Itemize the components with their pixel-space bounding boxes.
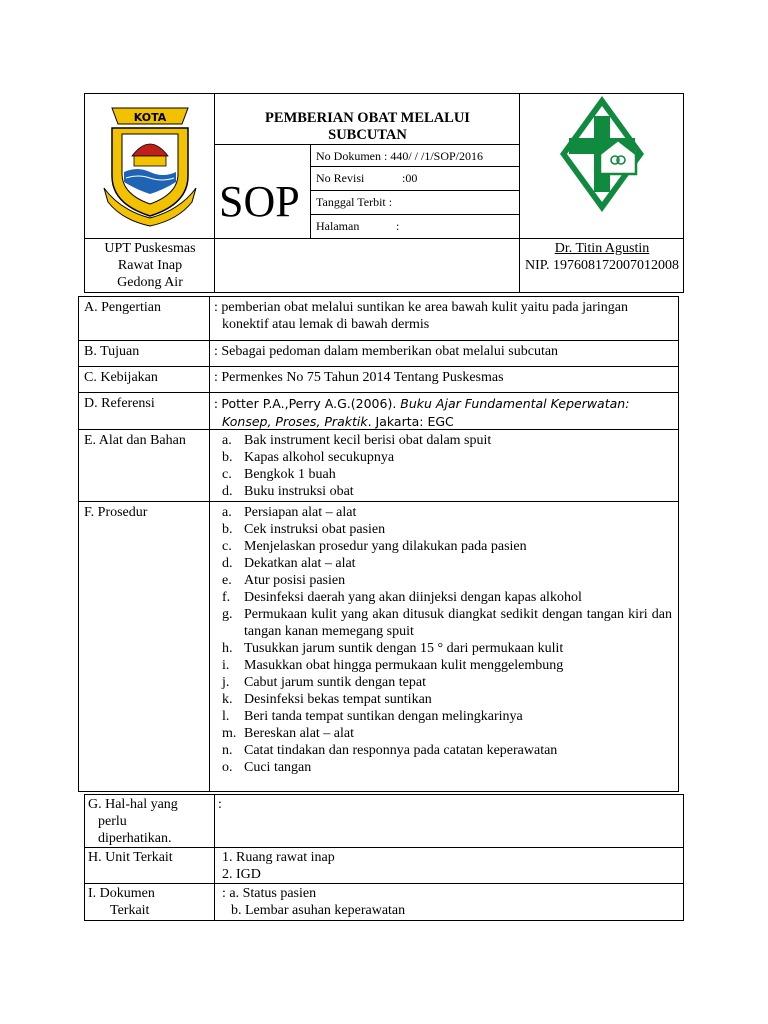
section-g-text: : — [218, 797, 222, 812]
section-i-label-2: Terkait — [110, 903, 150, 918]
procedure-step — [222, 742, 672, 759]
procedure-step — [222, 725, 672, 742]
procedure-step-letter: a. — [222, 505, 232, 520]
procedure-step-letter: c. — [222, 539, 232, 554]
page-value: : — [396, 219, 400, 233]
section-e-list — [222, 432, 672, 500]
procedure-step-letter: m. — [222, 726, 237, 741]
reference-publisher: . Jakarta: EGC — [367, 414, 454, 429]
signer-name: Dr. Titin Agustin — [554, 241, 650, 256]
material-item — [222, 449, 672, 466]
page-label: Halaman — [316, 219, 360, 233]
material-item-letter: b. — [222, 450, 233, 465]
header-title-bottom — [214, 144, 519, 145]
city-shield-icon — [100, 98, 200, 228]
procedure-step-text: Atur posisi pasien — [244, 573, 346, 588]
org-line-3: Gedong Air — [117, 275, 183, 290]
material-item-letter: a. — [222, 433, 232, 448]
row-line-a — [78, 340, 679, 341]
document-title: PEMBERIAN OBAT MELALUI SUBCUTAN — [265, 110, 470, 143]
procedure-step-text: Permukaan kulit yang akan ditusuk diangkat sedikit dengan tangan kiri dan tangan kanan memegang spuit — [244, 607, 672, 639]
material-item — [222, 432, 672, 449]
row-line-b — [78, 366, 679, 367]
org-line-1: UPT Puskesmas — [104, 241, 196, 256]
issued-date-row: Tanggal Terbit : — [316, 195, 393, 209]
section-h-label: H. Unit Terkait — [88, 850, 173, 865]
section-f-list — [222, 504, 672, 776]
puskesmas-cross-icon — [556, 94, 648, 214]
procedure-step-text: Cuci tangan — [244, 760, 312, 775]
revision-value: :00 — [402, 171, 418, 185]
procedure-step-letter: b. — [222, 522, 233, 537]
section-i-list — [222, 885, 672, 919]
content-divider-extra — [214, 794, 215, 921]
material-item-letter: c. — [222, 467, 232, 482]
procedure-step-letter: d. — [222, 556, 233, 571]
section-g-label — [88, 796, 212, 847]
procedure-step — [222, 640, 672, 657]
procedure-step-text: Desinfeksi bekas tempat suntikan — [244, 692, 432, 707]
procedure-step-text: Persiapan alat – alat — [244, 505, 357, 520]
unit-item: 2. IGD — [222, 867, 261, 882]
section-a-text — [214, 299, 676, 333]
material-item — [222, 483, 672, 500]
header-divider-left — [214, 93, 215, 293]
header-meta-line1 — [310, 166, 519, 167]
procedure-step — [222, 657, 672, 674]
header-divider-sop — [310, 144, 311, 238]
material-item-text: Bengkok 1 buah — [244, 467, 336, 482]
procedure-step — [222, 521, 672, 538]
procedure-step-letter: i. — [222, 658, 230, 673]
svg-text:KOTA: KOTA — [133, 111, 167, 124]
section-c-text: : Permenkes No 75 Tahun 2014 Tentang Puskesmas — [214, 370, 504, 385]
section-b-label: B. Tujuan — [84, 344, 140, 359]
header-meta-line2 — [310, 190, 519, 191]
procedure-step-text: Menjelaskan prosedur yang dilakukan pada pasien — [244, 539, 527, 554]
reference-authors: Potter P.A.,Perry A.G.(2006). — [221, 396, 401, 411]
section-f-label: F. Prosedur — [84, 505, 148, 520]
procedure-step-letter: o. — [222, 760, 233, 775]
procedure-step — [222, 538, 672, 555]
procedure-step — [222, 708, 672, 725]
procedure-step-text: Catat tindakan dan responnya pada catatan keperawatan — [244, 743, 558, 758]
page-row — [316, 219, 516, 233]
procedure-step — [222, 674, 672, 691]
procedure-step — [222, 555, 672, 572]
section-h-list — [222, 849, 672, 883]
procedure-step — [222, 572, 672, 589]
procedure-step-text: Tusukkan jarum suntik dengan 15 ° dari permukaan kulit — [244, 641, 564, 656]
procedure-step-text: Desinfeksi daerah yang akan diinjeksi dengan kapas alkohol — [244, 590, 582, 605]
row-line-g — [84, 847, 684, 848]
material-item-text: Bak instrument kecil berisi obat dalam spuit — [244, 433, 492, 448]
section-i-label — [88, 885, 212, 919]
city-logo-caption — [100, 226, 200, 227]
section-c-label: C. Kebijakan — [84, 370, 158, 385]
doc-number-label: No Dokumen — [316, 149, 381, 163]
procedure-step-letter: l. — [222, 709, 230, 724]
puskesmas-logo — [556, 94, 648, 214]
procedure-step-text: Beri tanda tempat suntikan dengan melingkarinya — [244, 709, 523, 724]
row-line-h — [84, 883, 684, 884]
material-item-text: Kapas alkohol secukupnya — [244, 450, 395, 465]
procedure-step — [222, 504, 672, 521]
row-line-c — [78, 392, 679, 393]
procedure-step-text: Cek instruksi obat pasien — [244, 522, 386, 537]
section-g-label-3: diperhatikan. — [98, 831, 172, 846]
document-item: : a. Status pasien — [222, 886, 317, 901]
material-item — [222, 466, 672, 483]
procedure-step-letter: f. — [222, 590, 231, 605]
procedure-step-letter: k. — [222, 692, 233, 707]
procedure-step-text: Dekatkan alat – alat — [244, 556, 356, 571]
section-g-label-2: perlu — [98, 814, 127, 829]
doc-number-row — [316, 149, 516, 163]
procedure-step-letter: j. — [222, 675, 230, 690]
procedure-step-text: Cabut jarum suntik dengan tepat — [244, 675, 426, 690]
signer-block — [520, 240, 684, 274]
material-item-letter: d. — [222, 484, 233, 499]
doc-number-value: : 440/ / /1/SOP/2016 — [384, 149, 484, 163]
section-i-label-1: I. Dokumen — [88, 886, 155, 901]
section-b-text: : Sebagai pedoman dalam memberikan obat melalui subcutan — [214, 344, 559, 359]
reference-book-title: Buku Ajar Fundamental Keperwatan: Konsep, Proses, Praktik — [222, 396, 630, 429]
organization-name — [90, 240, 210, 291]
org-line-2: Rawat Inap — [117, 258, 183, 273]
procedure-step — [222, 589, 672, 606]
city-logo — [100, 98, 200, 228]
material-item-text: Buku instruksi obat — [244, 484, 354, 499]
content-divider-main — [209, 296, 210, 792]
section-a-label: A. Pengertian — [84, 300, 161, 315]
procedure-step — [222, 759, 672, 776]
procedure-step — [222, 606, 672, 640]
procedure-step-text: Masukkan obat hingga permukaan kulit menggelembung — [244, 658, 564, 673]
section-d-label: D. Referensi — [84, 396, 155, 411]
procedure-step-letter: g. — [222, 607, 233, 622]
section-e-label: E. Alat dan Bahan — [84, 433, 186, 448]
revision-row — [316, 171, 516, 185]
revision-label: No Revisi — [316, 171, 365, 185]
header-row-bottom — [84, 238, 684, 239]
procedure-step — [222, 691, 672, 708]
procedure-step-text: Bereskan alat – alat — [244, 726, 355, 741]
section-a-definition: : pemberian obat melalui suntikan ke area bawah kulit yaitu pada jaringan konektif atau lemak di bawah dermis — [214, 300, 629, 332]
signer-nip: NIP. 197608172007012008 — [524, 258, 679, 273]
procedure-step-letter: n. — [222, 743, 233, 758]
sop-label: SOP — [219, 177, 300, 226]
procedure-step-letter: h. — [222, 641, 233, 656]
unit-item: 1. Ruang rawat inap — [222, 850, 335, 865]
section-g-label-1: G. Hal-hal yang — [88, 797, 178, 812]
section-d-text — [214, 395, 676, 431]
procedure-step-letter: e. — [222, 573, 232, 588]
document-item: b. Lembar asuhan keperawatan — [231, 903, 406, 918]
header-meta-line3 — [310, 214, 519, 215]
row-line-e — [78, 501, 679, 502]
section-d-colon: : — [214, 397, 222, 412]
